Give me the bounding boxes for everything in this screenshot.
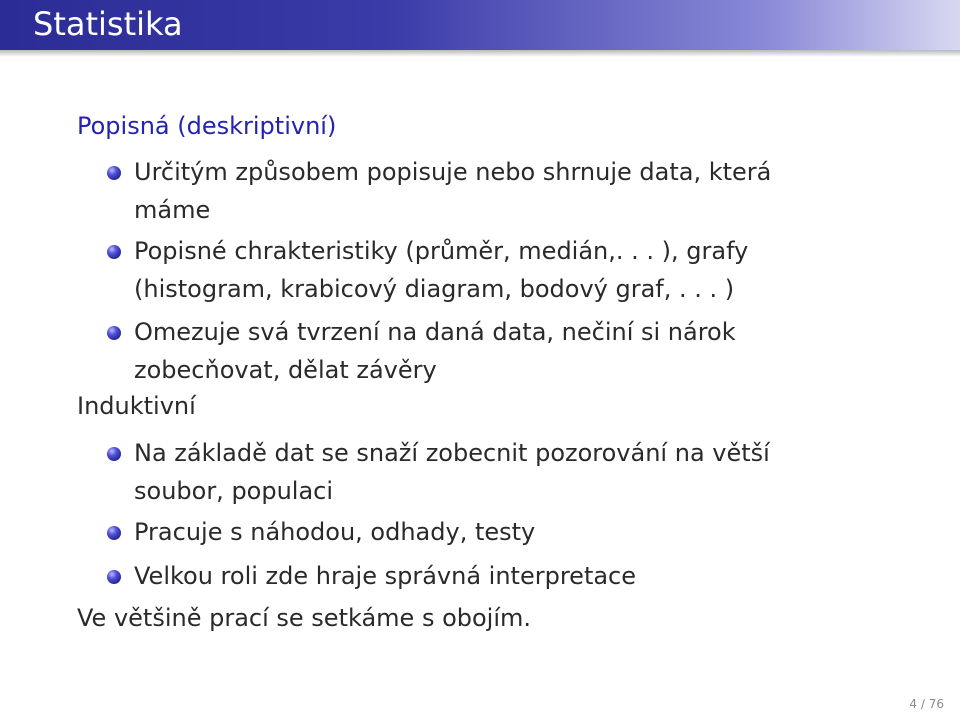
list-item [134,557,854,595]
list-item [134,153,854,229]
list-item [134,232,854,308]
list-item-text: Omezuje svá tvrzení na daná data, nečiní si nárok zobecňovat, dělat závěry [134,318,736,384]
section-heading-inductive: Induktivní [77,392,196,420]
list-item [134,513,854,551]
bullet-icon [107,526,121,540]
bullet-icon [107,447,121,461]
title-bar [0,0,960,50]
list-item-text: Pracuje s náhodou, odhady, testy [134,518,536,546]
list-item-text: Velkou roli zde hraje správná interpretace [134,562,637,590]
list-item-text: Na základě dat se snaží zobecnit pozorování na větší soubor, populaci [134,439,770,505]
list-item [134,434,854,510]
list-item-text: Popisné chrakteristiky (průměr, medián,. . . ), grafy (histogram, krabicový diagram, bodový graf, . . . ) [134,237,749,303]
bullet-icon [107,570,121,584]
section-heading-descriptive: Popisná (deskriptivní) [77,112,337,140]
bullet-icon [107,166,121,180]
summary-text: Ve většině prací se setkáme s obojím. [77,604,532,632]
list-item [134,313,854,389]
list-item-text: Určitým způsobem popisuje nebo shrnuje data, která máme [134,158,772,224]
bullet-icon [107,245,121,259]
page-number: 4 / 76 [909,697,944,711]
bullet-icon [107,326,121,340]
slide-title: Statistika [33,5,183,43]
title-bar-shadow [0,50,960,57]
